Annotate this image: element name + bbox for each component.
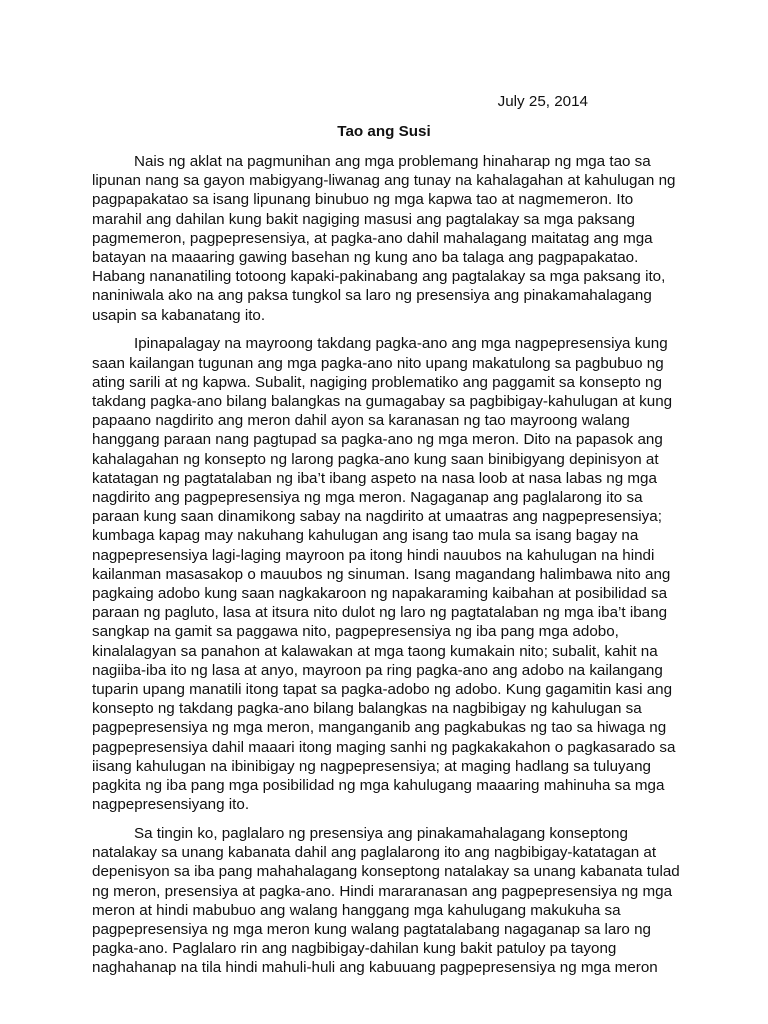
paragraph-line: nagdirito ang pagpepresensiya ng mga meron. Nagaganap ang paglalarong ito sa [92, 488, 643, 506]
paragraph-line: pagpepresensiya ng mga meron kung walang pagtatalabang nagaganap sa laro ng [92, 920, 651, 938]
paragraph-2 [92, 334, 676, 814]
paragraph-1 [92, 152, 676, 325]
paragraph-line: katatagan ng pagtatalaban ng iba’t ibang aspeto na nasa loob at nasa labas ng mga [92, 469, 657, 487]
paragraph-line: depenisyon sa iba pang mahahalagang konseptong natalakay sa unang kabanata tulad [92, 863, 680, 881]
paragraph-line: konsepto ng takdang pagka-ano bilang balangkas na nagbibigay ng kahulugan sa [92, 700, 642, 718]
paragraph-line: pagka-ano. Paglalaro rin ang nagbibigay-dahilan kung bakit patuloy pa tayong [92, 940, 617, 958]
paragraph-line: paraan ng pagluto, lasa at itsura nito dulot ng laro ng pagtatalaban ng mga iba’t ibang [92, 604, 668, 622]
document-page [92, 92, 680, 978]
paragraph-line: papaano nagdirito ang meron dahil ayon sa karanasan ng tao mayroong walang [92, 412, 630, 430]
paragraph-line: pagkaing adobo kung saan nagkakaroon ng napakaraming kaibahan at posibilidad sa [92, 584, 668, 602]
paragraph-line: pagpapakatao sa isang lipunang binubuo ng mga kapwa tao at nagmemeron. Ito [92, 191, 634, 209]
paragraph-line: pagkita ng iba pang mga posibilidad ng mga kahulugang maaaring mahinuha sa mga [92, 777, 665, 794]
paragraph-line: nagpepresensiyang ito. [92, 796, 250, 814]
paragraph-line: meron at hindi mabubuo ang walang hanggang mga kahulugang makukuha sa [92, 901, 621, 919]
paragraph-line: takdang pagka-ano bilang balangkas na gumagabay sa pagbibigay-kahulugan at kung [92, 392, 673, 410]
paragraph-line: pagpepresensiya ng mga meron, manganganib ang pagkabukas ng tao sa hiwaga ng [92, 719, 667, 737]
paragraph-line: tuparin upang manatili itong tapat sa pagka-adobo ng adobo. Kung gagamitin kasi ang [92, 680, 673, 698]
paragraph-line: pagmemeron, pagpepresensiya, at pagka-ano dahil mahalagang maitatag ang mga [92, 229, 653, 247]
paragraph-3 [92, 824, 680, 978]
document-date: July 25, 2014 [497, 93, 588, 110]
paragraph-line: saan kailangan tugunan ang mga pagka-ano nito upang makatulong sa pagbubuo ng [92, 354, 664, 372]
paragraph-line: kinalalagyan sa panahon at kalawakan at mga taong kumakain nito; subalit, kahit na [92, 642, 658, 660]
paragraph-line: Ipinapalagay na mayroong takdang pagka-ano ang mga nagpepresensiya kung [134, 335, 668, 353]
paragraph-line: natalakay sa unang kabanata dahil ang paglalarong ito ang nagbibigay-katatagan at [92, 844, 657, 862]
paragraph-line: ng meron, presensiya at pagka-ano. Hindi mararanasan ang pagpepresensiya ng mga [92, 882, 673, 900]
paragraph-line: usapin sa kabanatang ito. [92, 306, 266, 324]
paragraph-line: lipunan nang sa gayon mabigyang-liwanag ang tunay na kahalagahan at kahulugan ng [92, 172, 676, 190]
paragraph-line: pagpepresensiya dahil maaari itong maging sanhi ng pagkakakahon o pagkasarado sa [92, 738, 676, 756]
paragraph-line: nagpepresensiya lagi-laging mayroon pa itong hindi nauubos na kahulugan na hindi [92, 546, 655, 564]
paragraph-line: sangkap na gamit sa paggawa nito, pagpepresensiya ng iba pang mga adobo, [92, 623, 619, 641]
document-title: Tao ang Susi [337, 123, 431, 140]
paragraph-line: nagiiba-iba ito ng lasa at anyo, mayroon pa ring pagka-ano ang adobo na kailangang [92, 661, 663, 679]
paragraph-line: kumbaga kapag may nakuhang kahulugan ang isang tao mula sa isang bagay na [92, 527, 639, 545]
paragraph-line: ating sarili at ng kapwa. Subalit, nagiging problematiko ang paggamit sa konsepto ng [92, 373, 662, 391]
paragraph-line: paraan kung saan dinamikong sabay na nagdirito at umaatras ang nagpepresensiya; [92, 508, 662, 526]
paragraph-line: naghahanap na tila hindi mahuli-huli ang kabuuang pagpepresensiya ng mga meron [92, 959, 658, 977]
paragraph-line: kahalagahan ng konsepto ng larong pagka-ano kung saan binibigyang depinisyon at [92, 450, 659, 468]
paragraph-line: naniniwala ako na ang paksa tungkol sa laro ng presensiya ang pinakamahalagang [92, 287, 652, 305]
paragraph-line: Habang nananatiling totoong kapaki-pakinabang ang pagtalakay sa mga paksang ito, [92, 268, 666, 286]
paragraph-line: Nais ng aklat na pagmunihan ang mga problemang hinaharap ng mga tao sa [134, 153, 651, 170]
paragraph-line: batayan na maaaring gawing basehan ng kung ano ba talaga ang pagpapakatao. [92, 249, 639, 267]
paragraph-line: hanggang paraan nang pagtupad sa pagka-ano ng mga meron. Dito na papasok ang [92, 431, 663, 449]
paragraph-line: marahil ang dahilan kung bakit nagiging masusi ang pagtalakay sa mga paksang [92, 210, 635, 228]
paragraph-line: Sa tingin ko, paglalaro ng presensiya ang pinakamahalagang konseptong [134, 824, 628, 842]
paragraph-line: kailanman masasakop o mauubos ng sinuman. Isang magandang halimbawa nito ang [92, 565, 671, 583]
paragraph-line: iisang kahulugan na ibinibigay ng nagpepresensiya; at maging hadlang sa tuluyang [92, 757, 651, 775]
